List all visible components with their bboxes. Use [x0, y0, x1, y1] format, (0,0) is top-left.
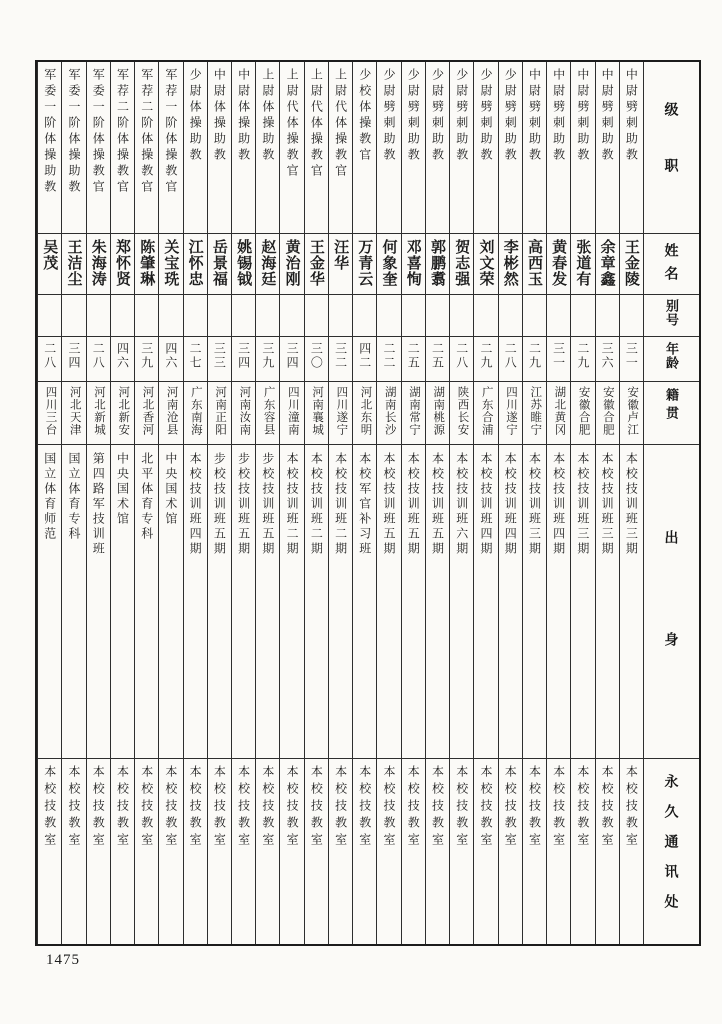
name-cell: 汪华	[329, 234, 352, 295]
person-column	[255, 62, 279, 944]
rank-cell: 少尉体操助教	[184, 62, 207, 234]
alias-cell	[256, 295, 279, 337]
rank-cell: 军委一阶体操助教	[38, 62, 61, 234]
rank-cell: 少尉劈刺助教	[402, 62, 425, 234]
name-cell: 吴茂	[38, 234, 61, 295]
name-cell: 高西玉	[523, 234, 546, 295]
age-cell: 二八	[87, 337, 110, 382]
alias-cell	[87, 295, 110, 337]
origin-cell: 北平体育专科	[135, 445, 158, 759]
address-cell: 本校技教室	[430, 765, 445, 850]
native-cell: 安徽卢江	[620, 382, 643, 445]
address-cell: 本校技教室	[527, 765, 542, 850]
alias-cell	[232, 295, 255, 337]
person-column	[425, 62, 449, 944]
origin-cell: 第四路军技训班	[87, 445, 110, 759]
address-cell: 本校技教室	[551, 765, 566, 850]
origin-cell: 步校技训班五期	[256, 445, 279, 759]
header-native-label: 籍贯	[664, 388, 679, 424]
person-column	[110, 62, 134, 944]
person-column	[473, 62, 497, 944]
age-cell: 三四	[280, 337, 303, 382]
header-name-label: 姓名	[663, 243, 680, 289]
age-cell: 二八	[499, 337, 522, 382]
native-cell: 广东容县	[256, 382, 279, 445]
age-cell: 二七	[184, 337, 207, 382]
rank-cell: 上尉代体操教官	[305, 62, 328, 234]
header-origin-label: 出身	[663, 530, 680, 734]
personnel-table	[35, 60, 701, 946]
address-cell: 本校技教室	[575, 765, 590, 850]
native-cell: 广东南海	[184, 382, 207, 445]
alias-cell	[159, 295, 182, 337]
address-cell: 本校技教室	[212, 765, 227, 850]
name-cell: 李彬然	[499, 234, 522, 295]
name-cell: 黄治刚	[280, 234, 303, 295]
name-cell: 王洁尘	[62, 234, 85, 295]
age-cell: 三六	[596, 337, 619, 382]
native-cell: 四川潼南	[280, 382, 303, 445]
name-cell: 黄春发	[547, 234, 570, 295]
name-cell: 王金华	[305, 234, 328, 295]
header-native-cell	[644, 382, 699, 445]
rank-cell: 少校体操教官	[353, 62, 376, 234]
native-cell: 湖南常宁	[402, 382, 425, 445]
age-cell: 三二	[329, 337, 352, 382]
name-cell: 刘文荣	[474, 234, 497, 295]
person-column	[498, 62, 522, 944]
native-cell: 河北新安	[111, 382, 134, 445]
alias-cell	[571, 295, 594, 337]
alias-cell	[353, 295, 376, 337]
rank-cell: 军荐二阶体操教官	[111, 62, 134, 234]
rank-cell: 军荐二阶体操教官	[135, 62, 158, 234]
native-cell: 河北香河	[135, 382, 158, 445]
rank-cell: 军委一阶体操助教	[62, 62, 85, 234]
rank-cell: 军荐一阶体操教官	[159, 62, 182, 234]
age-cell: 三四	[232, 337, 255, 382]
age-cell: 二八	[38, 337, 61, 382]
age-cell: 三一	[620, 337, 643, 382]
native-cell: 四川遂宁	[329, 382, 352, 445]
address-cell: 本校技教室	[333, 765, 348, 850]
address-cell: 本校技教室	[600, 765, 615, 850]
rank-cell: 中尉劈刺助教	[547, 62, 570, 234]
address-cell: 本校技教室	[115, 765, 130, 850]
person-column	[522, 62, 546, 944]
origin-cell: 本校技训班四期	[547, 445, 570, 759]
header-alias-label: 别号	[664, 299, 679, 327]
header-origin-cell	[644, 445, 699, 759]
alias-cell	[184, 295, 207, 337]
person-column	[619, 62, 643, 944]
origin-cell: 中央国术馆	[111, 445, 134, 759]
alias-cell	[208, 295, 231, 337]
rank-cell: 上尉代体操教官	[280, 62, 303, 234]
name-cell: 姚锡钺	[232, 234, 255, 295]
native-cell: 江苏睢宁	[523, 382, 546, 445]
rank-cell: 中尉体操助教	[208, 62, 231, 234]
person-column	[328, 62, 352, 944]
native-cell: 河北新城	[87, 382, 110, 445]
name-cell: 陈肇琳	[135, 234, 158, 295]
name-cell: 朱海涛	[87, 234, 110, 295]
origin-cell: 本校技训班五期	[402, 445, 425, 759]
rank-cell: 中尉劈刺助教	[571, 62, 594, 234]
header-age-cell	[644, 337, 699, 382]
native-cell: 安徽合肥	[596, 382, 619, 445]
age-cell: 二九	[474, 337, 497, 382]
person-column	[570, 62, 594, 944]
alias-cell	[596, 295, 619, 337]
origin-cell: 本校技训班二期	[305, 445, 328, 759]
alias-cell	[547, 295, 570, 337]
header-age-label: 年龄	[664, 342, 679, 370]
native-cell: 河南汝南	[232, 382, 255, 445]
native-cell: 河北东明	[353, 382, 376, 445]
alias-cell	[280, 295, 303, 337]
alias-cell	[402, 295, 425, 337]
origin-cell: 国立体育师范	[38, 445, 61, 759]
age-cell: 三三	[208, 337, 231, 382]
person-column	[207, 62, 231, 944]
alias-cell	[450, 295, 473, 337]
age-cell: 四二	[353, 337, 376, 382]
alias-cell	[111, 295, 134, 337]
person-column	[279, 62, 303, 944]
native-cell: 河北天津	[62, 382, 85, 445]
alias-cell	[38, 295, 61, 337]
origin-cell: 本校技训班六期	[450, 445, 473, 759]
age-cell: 三〇	[305, 337, 328, 382]
address-cell: 本校技教室	[406, 765, 421, 850]
rank-cell: 上尉代体操教官	[329, 62, 352, 234]
alias-cell	[620, 295, 643, 337]
address-cell: 本校技教室	[139, 765, 154, 850]
rank-cell: 上尉体操助教	[256, 62, 279, 234]
origin-cell: 国立体育专科	[62, 445, 85, 759]
origin-cell: 中央国术馆	[159, 445, 182, 759]
native-cell: 四川三台	[38, 382, 61, 445]
age-cell: 三四	[62, 337, 85, 382]
person-column	[134, 62, 158, 944]
native-cell: 陕西长安	[450, 382, 473, 445]
header-rank-cell	[644, 62, 699, 234]
age-cell: 三九	[256, 337, 279, 382]
origin-cell: 步校技训班五期	[232, 445, 255, 759]
address-cell: 本校技教室	[163, 765, 178, 850]
name-cell: 关宝珗	[159, 234, 182, 295]
native-cell: 湖南桃源	[426, 382, 449, 445]
rank-cell: 少尉劈刺助教	[499, 62, 522, 234]
address-cell: 本校技教室	[478, 765, 493, 850]
rank-cell: 中尉劈刺助教	[596, 62, 619, 234]
person-column	[376, 62, 400, 944]
origin-cell: 本校技训班三期	[620, 445, 643, 759]
alias-cell	[377, 295, 400, 337]
rank-cell: 中尉劈刺助教	[523, 62, 546, 234]
header-address-label: 永久通讯处	[663, 774, 680, 924]
alias-cell	[523, 295, 546, 337]
native-cell: 广东合浦	[474, 382, 497, 445]
name-cell: 王金陵	[620, 234, 643, 295]
person-column	[304, 62, 328, 944]
native-cell: 河南沧县	[159, 382, 182, 445]
origin-cell: 本校技训班五期	[377, 445, 400, 759]
age-cell: 三九	[135, 337, 158, 382]
alias-cell	[305, 295, 328, 337]
origin-cell: 本校技训班三期	[523, 445, 546, 759]
address-cell: 本校技教室	[285, 765, 300, 850]
person-column	[546, 62, 570, 944]
origin-cell: 本校技训班二期	[280, 445, 303, 759]
origin-cell: 本校技训班三期	[571, 445, 594, 759]
name-cell: 贺志强	[450, 234, 473, 295]
person-column	[86, 62, 110, 944]
address-cell: 本校技教室	[188, 765, 203, 850]
origin-cell: 本校技训班四期	[474, 445, 497, 759]
native-cell: 河南襄城	[305, 382, 328, 445]
origin-cell: 本校技训班二期	[329, 445, 352, 759]
address-cell: 本校技教室	[66, 765, 81, 850]
alias-cell	[499, 295, 522, 337]
native-cell: 河南正阳	[208, 382, 231, 445]
person-column	[231, 62, 255, 944]
native-cell: 湖南长沙	[377, 382, 400, 445]
person-column	[158, 62, 182, 944]
origin-cell: 本校军官补习班	[353, 445, 376, 759]
rank-cell: 中尉劈刺助教	[620, 62, 643, 234]
name-cell: 赵海廷	[256, 234, 279, 295]
native-cell: 四川遂宁	[499, 382, 522, 445]
age-cell: 二五	[426, 337, 449, 382]
header-rank-label: 级职	[663, 102, 680, 214]
name-cell: 余章鑫	[596, 234, 619, 295]
rank-cell: 军委一阶体操教官	[87, 62, 110, 234]
origin-cell: 本校技训班四期	[184, 445, 207, 759]
name-cell: 郑怀贤	[111, 234, 134, 295]
age-cell: 二九	[523, 337, 546, 382]
name-cell: 岳景福	[208, 234, 231, 295]
address-cell: 本校技教室	[260, 765, 275, 850]
address-cell: 本校技教室	[454, 765, 469, 850]
alias-cell	[329, 295, 352, 337]
age-cell: 三一	[547, 337, 570, 382]
header-name-cell	[644, 234, 699, 295]
alias-cell	[62, 295, 85, 337]
name-cell: 邓喜恂	[402, 234, 425, 295]
age-cell: 四六	[159, 337, 182, 382]
name-cell: 何象奎	[377, 234, 400, 295]
header-alias-cell	[644, 295, 699, 337]
rank-cell: 少尉劈刺助教	[377, 62, 400, 234]
age-cell: 二二	[377, 337, 400, 382]
address-cell: 本校技教室	[236, 765, 251, 850]
person-column	[37, 62, 61, 944]
name-cell: 郭鹏翥	[426, 234, 449, 295]
header-column	[643, 62, 699, 944]
origin-cell: 本校技训班三期	[596, 445, 619, 759]
origin-cell: 本校技训班四期	[499, 445, 522, 759]
person-column	[449, 62, 473, 944]
origin-cell: 本校技训班五期	[426, 445, 449, 759]
person-column	[183, 62, 207, 944]
rank-cell: 少尉劈刺助教	[474, 62, 497, 234]
alias-cell	[474, 295, 497, 337]
age-cell: 二五	[402, 337, 425, 382]
age-cell: 二九	[571, 337, 594, 382]
rank-cell: 中尉体操助教	[232, 62, 255, 234]
person-column	[352, 62, 376, 944]
person-column	[61, 62, 85, 944]
rank-cell: 少尉劈刺助教	[450, 62, 473, 234]
address-cell: 本校技教室	[42, 765, 57, 850]
name-cell: 万青云	[353, 234, 376, 295]
alias-cell	[426, 295, 449, 337]
alias-cell	[135, 295, 158, 337]
origin-cell: 步校技训班五期	[208, 445, 231, 759]
header-address-cell	[644, 759, 699, 944]
age-cell: 四六	[111, 337, 134, 382]
address-cell: 本校技教室	[357, 765, 372, 850]
native-cell: 安徽合肥	[571, 382, 594, 445]
address-cell: 本校技教室	[91, 765, 106, 850]
native-cell: 湖北黄冈	[547, 382, 570, 445]
age-cell: 二八	[450, 337, 473, 382]
person-column	[595, 62, 619, 944]
rank-cell: 少尉劈刺助教	[426, 62, 449, 234]
name-cell: 张道有	[571, 234, 594, 295]
name-cell: 江怀忠	[184, 234, 207, 295]
address-cell: 本校技教室	[624, 765, 639, 850]
page-number: 1475	[46, 952, 80, 968]
person-column	[401, 62, 425, 944]
address-cell: 本校技教室	[503, 765, 518, 850]
address-cell: 本校技教室	[382, 765, 397, 850]
address-cell: 本校技教室	[309, 765, 324, 850]
